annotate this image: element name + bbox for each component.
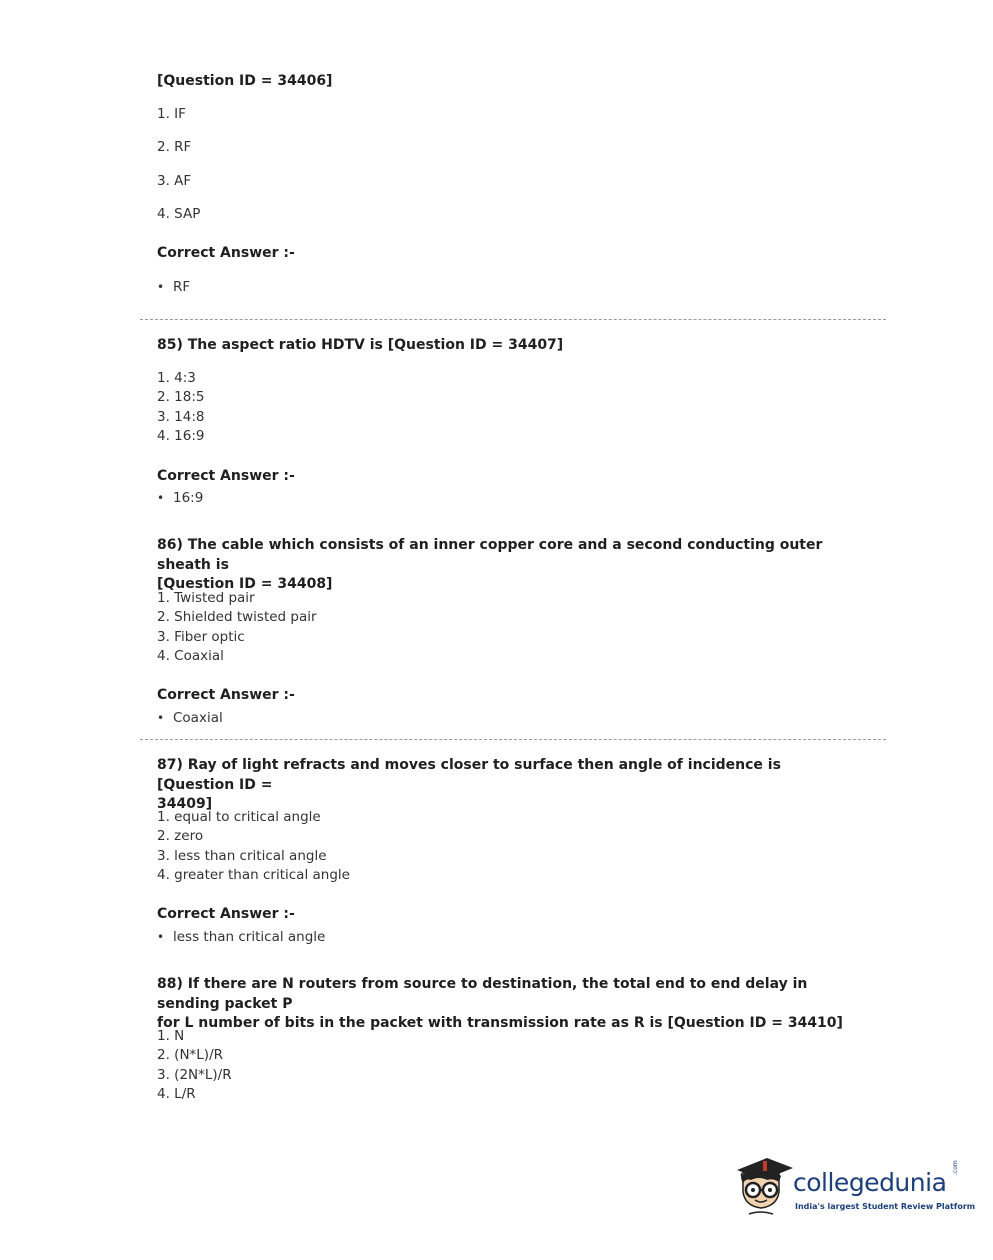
bullet-icon: • [157,491,165,505]
q86-option-1: 1. Twisted pair [157,590,255,606]
q87-option-2: 2. zero [157,828,204,844]
q87-answer [157,929,325,945]
q86-correct-label: Correct Answer :- [157,687,295,703]
q86-answer [157,710,223,726]
bullet-icon: • [157,930,165,944]
q85-answer [157,490,203,506]
q87-line-1: 87) Ray of light refracts and moves closer to surface then angle of incidence is [Question ID = [157,757,781,793]
q87-option-1: 1. equal to critical angle [157,809,321,825]
question-87 [157,756,847,815]
q88-line-2: for L number of bits in the packet with transmission rate as R is [Question ID = 34410] [157,1015,843,1031]
collegedunia-logo [733,1150,976,1220]
q84-correct-label: Correct Answer :- [157,245,295,261]
q85-answer-text: 16:9 [173,490,204,506]
separator [140,739,886,740]
q84-option-2: 2. RF [157,139,192,155]
bullet-icon: • [157,280,165,294]
q85-option-1: 1. 4:3 [157,370,196,386]
question-85: 85) The aspect ratio HDTV is [Question ID = 34407] [157,337,564,353]
q86-option-2: 2. Shielded twisted pair [157,609,317,625]
q86-line-1: 86) The cable which consists of an inner copper core and a second conducting outer sheath is [157,537,823,573]
q86-line-2: [Question ID = 34408] [157,576,333,592]
q85-option-3: 3. 14:8 [157,409,205,425]
q84-answer [157,279,190,295]
q84-option-3: 3. AF [157,173,192,189]
q88-option-4: 4. L/R [157,1086,196,1102]
bullet-icon: • [157,711,165,725]
q84-option-1: 1. IF [157,106,186,122]
mascot-icon [733,1152,793,1218]
q87-correct-label: Correct Answer :- [157,906,295,922]
q84-option-4: 4. SAP [157,206,201,222]
q86-option-3: 3. Fiber optic [157,629,245,645]
q87-line-2: 34409] [157,796,213,812]
question-86 [157,536,847,595]
question-88 [157,975,847,1034]
q88-option-3: 3. (2N*L)/R [157,1067,232,1083]
q88-option-1: 1. N [157,1028,185,1044]
q85-option-4: 4. 16:9 [157,428,205,444]
q85-option-2: 2. 18:5 [157,389,205,405]
q88-option-2: 2. (N*L)/R [157,1047,224,1063]
q86-answer-text: Coaxial [173,710,223,726]
separator [140,319,886,320]
brand-tagline: India's largest Student Review Platform [795,1202,976,1211]
q87-option-4: 4. greater than critical angle [157,867,350,883]
q87-option-3: 3. less than critical angle [157,848,327,864]
q88-line-1: 88) If there are N routers from source to destination, the total end to end delay in sending packet P [157,976,808,1012]
q84-answer-text: RF [173,279,191,295]
brand-suffix: .com [952,1160,959,1175]
q85-correct-label: Correct Answer :- [157,468,295,484]
q86-option-4: 4. Coaxial [157,648,224,664]
question-84-id: [Question ID = 34406] [157,73,333,89]
brand-name: collegedunia [793,1168,947,1197]
q87-answer-text: less than critical angle [173,929,326,945]
